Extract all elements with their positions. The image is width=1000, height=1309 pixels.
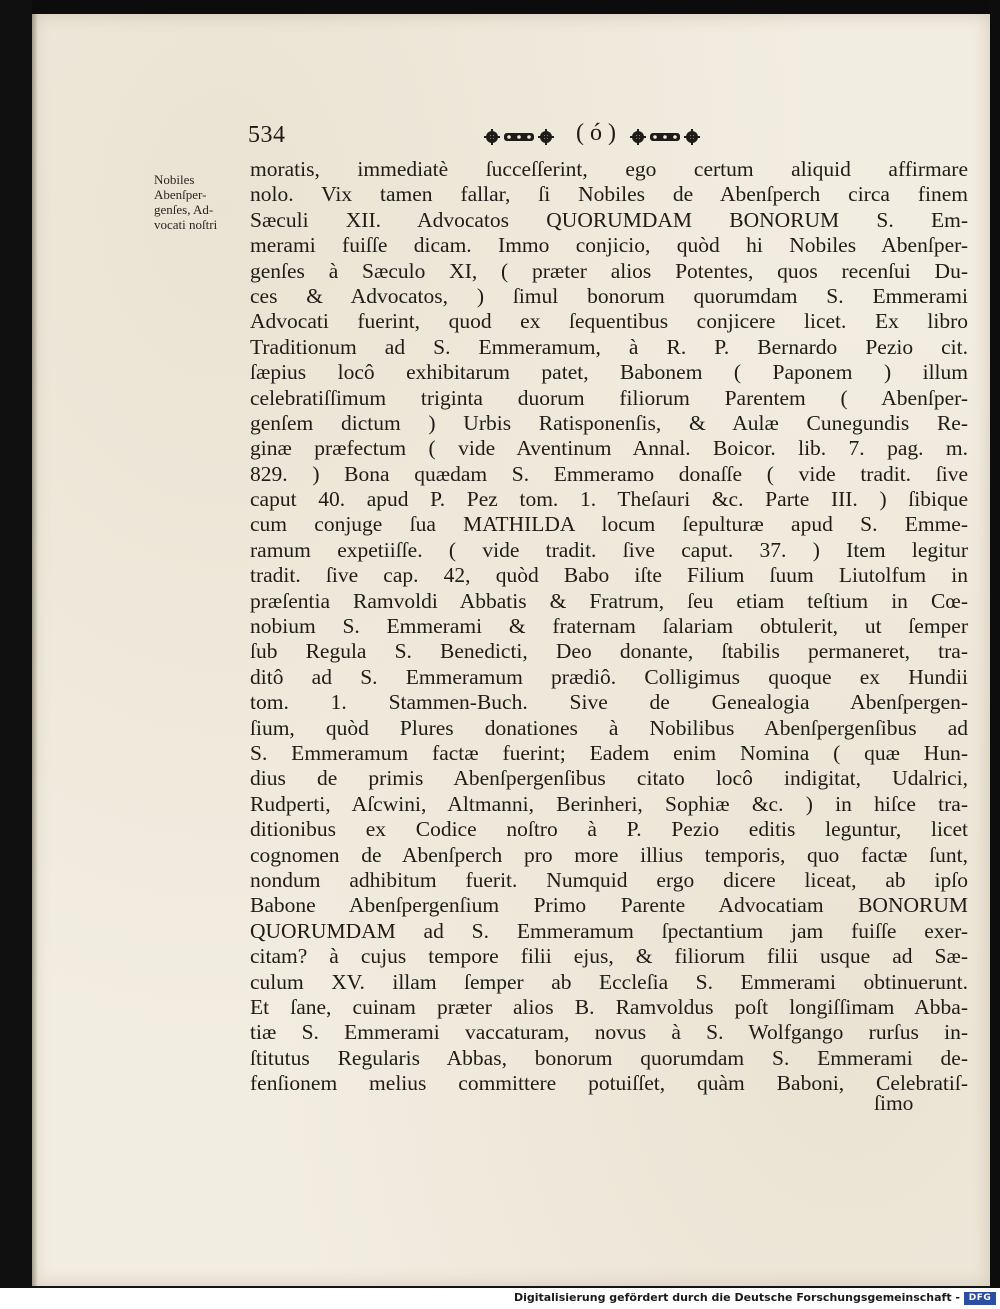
text-line: nolo. Vix tamen fallar, ſi Nobiles de Abenſperch circa finem <box>250 182 968 207</box>
text-line: ditionibus ex Codice noſtro à P. Pezio editis leguntur, licet <box>250 817 968 842</box>
text-line: ginæ præfectum ( vide Aventinum Annal. Boicor. lib. 7. pag. m. <box>250 436 968 461</box>
text-line: fenſionem melius committere potuiſſet, quàm Baboni, Celebratiſ- <box>250 1071 968 1096</box>
text-line: cum conjuge ſua MATHILDA locum ſepulturæ apud S. Emme- <box>250 512 968 537</box>
text-line: culum XV. illam ſemper ab Eccleſia S. Emmerami obtinuerunt. <box>250 969 968 994</box>
text-line: 829. ) Bona quædam S. Emmeramo donaſſe ( vide tradit. ſive <box>250 461 968 486</box>
document-page <box>32 14 990 1286</box>
text-line: Sæculi XII. Advocatos QUORUMDAM BONORUM S. Em- <box>250 207 968 232</box>
scan-border-top <box>0 0 1000 14</box>
text-line: nondum adhibitum fuerit. Numquid ergo dicere liceat, ab ipſo <box>250 867 968 892</box>
digitization-footer <box>0 1288 1000 1309</box>
text-line: S. Emmeramum factæ fuerint; Eadem enim Nomina ( quæ Hun- <box>250 740 968 765</box>
text-line: ſæpius locô exhibitarum patet, Babonem ( Paponem ) illum <box>250 360 968 385</box>
text-line: tradit. ſive cap. 42, quòd Babo iſte Filium ſuum Liutolfum in <box>250 563 968 588</box>
dfg-logo-icon: DFG <box>964 1292 996 1305</box>
flower-ornament-right-icon <box>628 126 704 148</box>
text-line: ſium, quòd Plures donationes à Nobilibus Abenſpergenſibus ad <box>250 715 968 740</box>
text-line: tiæ S. Emmerami vaccaturam, novus à S. Wolfgango rurſus in- <box>250 1020 968 1045</box>
text-line: ces & Advocatos, ) ſimul bonorum quorumdam S. Emmerami <box>250 283 968 308</box>
text-line: præſentia Ramvoldi Abbatis & Fratrum, ſeu etiam teſtium in Cœ- <box>250 588 968 613</box>
catchword: ſimo <box>874 1091 914 1115</box>
text-line: ſub Regula S. Benedicti, Deo donante, ſtabilis permaneret, tra- <box>250 639 968 664</box>
margin-note-line: genſes, Ad- <box>154 202 214 217</box>
text-line: moratis, immediatè ſucceſſerint, ego certum aliquid affirmare <box>250 157 968 181</box>
body-text <box>250 157 968 1096</box>
text-line: ditô ad S. Emmeramum prædiô. Colligimus quoque ex Hundii <box>250 664 968 689</box>
funding-credit: Digitalisierung gefördert durch die Deutsche Forschungsgemeinschaft - <box>513 1291 960 1304</box>
text-line: QUORUMDAM ad S. Emmeramum ſpectantium jam fuiſſe exer- <box>250 918 968 943</box>
flower-ornament-left-icon <box>482 126 558 148</box>
page-header <box>32 120 990 156</box>
text-line: ramum expetiiſſe. ( vide tradit. ſive caput. 37. ) Item legitur <box>250 537 968 562</box>
text-line: Advocati fuerint, quod ex ſequentibus conjicere licet. Ex libro <box>250 309 968 334</box>
text-line: merami fuiſſe dicam. Immo conjicio, quòd hi Nobiles Abenſper- <box>250 233 968 258</box>
text-line: genſes à Sæculo XI, ( præter alios Potentes, quos recenſui Du- <box>250 258 968 283</box>
scan-border-left <box>0 0 32 1288</box>
margin-note <box>154 172 254 232</box>
margin-note-line: Nobiles <box>154 172 195 187</box>
margin-note-line: Abenſper- <box>154 187 207 202</box>
text-line: Babone Abenſpergenſium Primo Parente Advocatiam BONORUM <box>250 893 968 918</box>
text-line: Rudperti, Aſcwini, Altmanni, Berinheri, Sophiæ &c. ) in hiſce tra- <box>250 791 968 816</box>
text-line: dius de primis Abenſpergenſibus citato locô indigitat, Udalrici, <box>250 766 968 791</box>
text-line: Traditionum ad S. Emmeramum, à R. P. Bernardo Pezio cit. <box>250 334 968 359</box>
text-line: celebratiſſimum triginta duorum filiorum Parentem ( Abenſper- <box>250 385 968 410</box>
header-center-mark: ( ó ) <box>576 120 616 146</box>
scan-border-right <box>990 0 1000 1288</box>
text-line: cognomen de Abenſperch pro more illius temporis, quo factæ ſunt, <box>250 842 968 867</box>
text-line: genſem dictum ) Urbis Ratisponenſis, & Aulæ Cunegundis Re- <box>250 410 968 435</box>
text-line: citam? à cujus tempore filii ejus, & filiorum filii usque ad Sæ- <box>250 944 968 969</box>
text-line: Et ſane, cuinam præter alios B. Ramvoldus poſt longiſſimam Abba- <box>250 994 968 1019</box>
text-line: nobium S. Emmerami & fraternam ſalariam obtulerit, ut ſemper <box>250 614 968 639</box>
page-number: 534 <box>248 122 286 148</box>
margin-note-line: vocati noſtri <box>154 217 218 232</box>
text-line: tom. 1. Stammen-Buch. Sive de Genealogia Abenſpergen- <box>250 690 968 715</box>
text-line: caput 40. apud P. Pez tom. 1. Theſauri &c. Parte III. ) ſibique <box>250 487 968 512</box>
page-spine-shadow <box>32 14 38 1286</box>
text-line: ſtitutus Regularis Abbas, bonorum quorumdam S. Emmerami de- <box>250 1045 968 1070</box>
